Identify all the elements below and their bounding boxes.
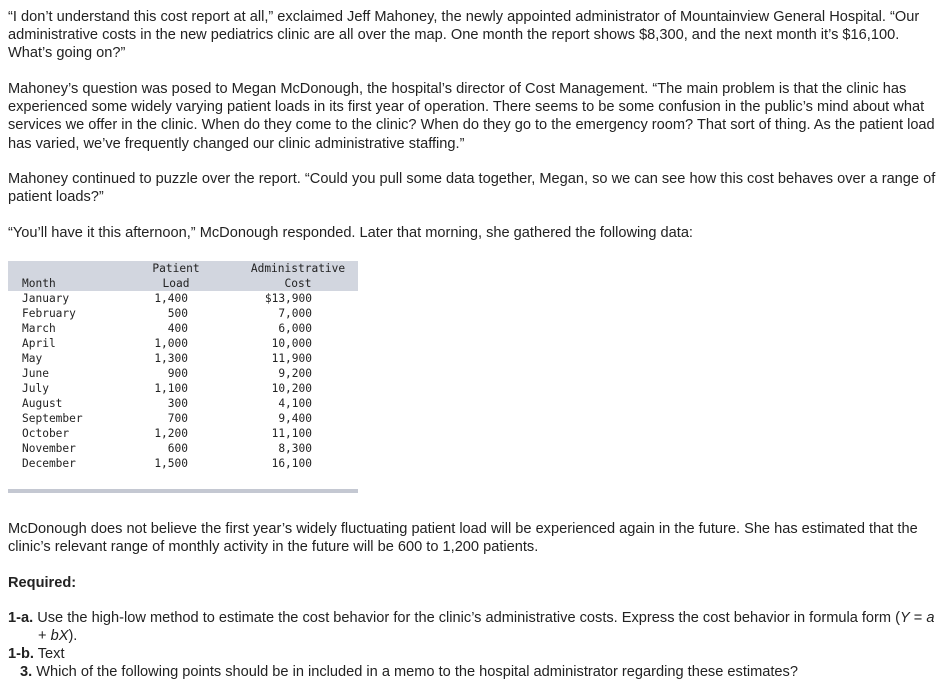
requirement-3-label: 3. (20, 664, 33, 680)
cell-patient-load: 700 (167, 412, 188, 425)
cell-month: August (22, 397, 63, 410)
cell-patient-load: 600 (167, 442, 188, 455)
table-row (8, 366, 358, 381)
cell-patient-load: 1,000 (154, 337, 188, 350)
table-row (8, 291, 358, 306)
cell-month: November (22, 442, 76, 455)
requirement-3 (20, 663, 798, 681)
data-intro-paragraph: “You’ll have it this afternoon,” McDonough responded. Later that morning, she gathered the following data: (8, 225, 693, 241)
table-body (8, 291, 358, 486)
cell-admin-cost: $13,900 (264, 292, 312, 305)
relevant-range-paragraph: McDonough does not believe the first year’s widely fluctuating patient load will be experienced again in the future. She has estimated that the clinic’s relevant range of monthly activity in the future will be 600 to 1,200 patients. (8, 521, 918, 556)
cell-month: April (22, 337, 56, 350)
cell-month: September (22, 412, 83, 425)
required-heading: Required: (8, 575, 77, 591)
table-bottom-rule (8, 489, 358, 493)
header-admin-cost-line2: Cost (284, 277, 312, 290)
requirement-1b-label: 1-b. (8, 646, 34, 662)
formula-y: Y (899, 610, 910, 626)
cell-patient-load: 1,100 (154, 382, 188, 395)
cell-patient-load: 500 (167, 307, 188, 320)
formula-a: a (926, 610, 935, 626)
header-admin-cost-line1: Administrative (250, 262, 346, 275)
table-row (8, 456, 358, 471)
header-patient-load-line2: Load (162, 277, 190, 290)
cell-month: July (22, 382, 49, 395)
formula-plus: + (38, 628, 51, 645)
requirement-1b-text: Text (37, 646, 65, 662)
cell-admin-cost: 16,100 (271, 457, 312, 470)
header-month: Month (22, 277, 56, 290)
cell-admin-cost: 11,900 (271, 352, 312, 365)
table-row (8, 321, 358, 336)
requirement-3-text: Which of the following points should be in included in a memo to the hospital administrator regarding these estimates? (36, 664, 798, 680)
cell-patient-load: 300 (167, 397, 188, 410)
cell-patient-load: 1,500 (154, 457, 188, 470)
cell-admin-cost: 6,000 (278, 322, 312, 335)
cell-admin-cost: 10,000 (271, 337, 312, 350)
cell-admin-cost: 10,200 (271, 382, 312, 395)
table-row (8, 351, 358, 366)
cell-month: December (22, 457, 76, 470)
cell-month: February (22, 307, 76, 320)
requirement-1a-text-end: ). (68, 628, 78, 645)
request-paragraph: Mahoney continued to puzzle over the report. “Could you pull some data together, Megan, so we can see how this cost behaves over a range of patient loads?” (8, 171, 936, 206)
cell-admin-cost: 4,100 (278, 397, 312, 410)
cost-data-table (8, 261, 358, 493)
formula-bx: bX (50, 628, 69, 645)
requirement-1b (8, 645, 65, 663)
table-header (8, 261, 358, 291)
table-row (8, 426, 358, 441)
requirement-1a-text: Use the high-low method to estimate the cost behavior for the clinic’s administrative costs. Express the cost behavior in formula form ( (37, 610, 900, 626)
cell-admin-cost: 7,000 (278, 307, 312, 320)
cell-patient-load: 900 (167, 367, 188, 380)
cell-month: June (22, 367, 49, 380)
cell-month: October (22, 427, 70, 440)
cell-patient-load: 1,300 (154, 352, 188, 365)
table-row (8, 396, 358, 411)
cell-patient-load: 400 (167, 322, 188, 335)
cell-admin-cost: 9,200 (278, 367, 312, 380)
formula-eq: = (909, 610, 927, 626)
cell-patient-load: 1,200 (154, 427, 188, 440)
cell-admin-cost: 8,300 (278, 442, 312, 455)
table-row (8, 336, 358, 351)
header-patient-load-line1: Patient (152, 262, 200, 275)
table-row (8, 411, 358, 426)
table-row (8, 306, 358, 321)
intro-paragraph: “I don’t understand this cost report at all,” exclaimed Jeff Mahoney, the newly appointed administrator of Mountainview General Hospital. “Our administrative costs in the new pediatrics clinic are all over the map. One month the report shows $8,300, and the next month it’s $16,100. What’s going on?” (8, 9, 920, 62)
table-row (8, 381, 358, 396)
cell-patient-load: 1,400 (154, 292, 188, 305)
table-row (8, 441, 358, 456)
cell-admin-cost: 9,400 (278, 412, 312, 425)
requirement-1a (8, 609, 938, 645)
cell-month: January (22, 292, 70, 305)
response-paragraph: Mahoney’s question was posed to Megan McDonough, the hospital’s director of Cost Management. “The main problem is that the clinic has experienced some widely varying patient loads in its first year of operation. There seems to be some confusion in the public’s mind about what services we offer in the clinic. When do they come to the clinic? When do they go to the emergency room? That sort of thing. As the patient load has varied, we’ve frequently changed our clinic administrative staffing.” (8, 81, 935, 152)
cell-admin-cost: 11,100 (271, 427, 312, 440)
cell-month: May (22, 352, 43, 365)
requirement-1a-label: 1-a. (8, 610, 34, 626)
cell-month: March (22, 322, 56, 335)
